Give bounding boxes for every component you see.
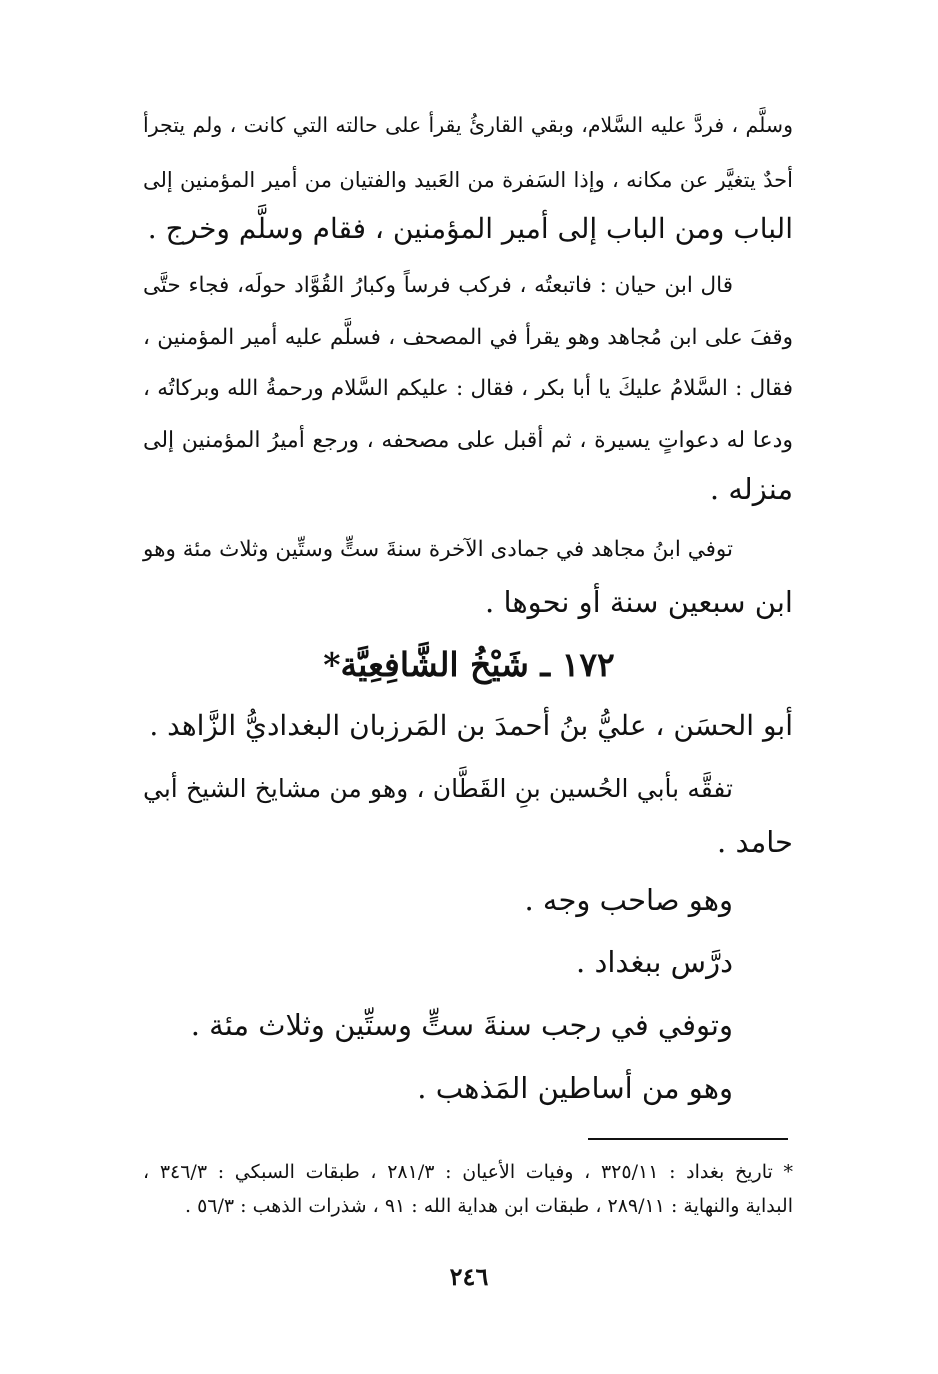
page-number: ٢٤٦ — [449, 1262, 489, 1291]
text-line: وتوفي في رجب سنةَ ستٍّ وستِّين وثلاث مئة . — [190, 1008, 733, 1042]
text-line: أحدٌ يتغيَّر عن مكانه ، وإذا السَفرة من العَبيد والفتيان من أمير المؤمنين إلى — [143, 168, 793, 192]
footnote-line: البداية والنهاية : ٢٨٩/١١ ، طبقات ابن هداية الله : ٩١ ، شذرات الذهب : ٥٦/٣ . — [185, 1195, 793, 1217]
text-line: تفقَّه بأبي الحُسين بنِ القَطَّان ، وهو من مشايخ الشيخ أبي — [143, 774, 733, 803]
footnote-divider — [588, 1138, 788, 1140]
text-line: توفي ابنُ مجاهد في جمادى الآخرة سنةَ ستٍّ وستِّين وثلاث مئة وهو — [143, 537, 733, 562]
footnote-line: * تاريخ بغداد : ٣٢٥/١١ ، وفيات الأعيان : ٢٨١/٣ ، طبقات السبكي : ٣٤٦/٣ ، — [143, 1161, 793, 1183]
text-line: ودعا له دعواتٍ يسيرة ، ثم أقبل على مصحفه ، ورجع أميرُ المؤمنين إلى — [143, 428, 793, 453]
text-line: حامد . — [717, 825, 793, 859]
text-line: وهو من أساطين المَذهب . — [417, 1071, 733, 1105]
text-line: وهو صاحب وجه . — [524, 883, 733, 917]
text-line: وقفَ على ابن مُجاهد وهو يقرأ في المصحف ، فسلَّم عليه أمير المؤمنين ، — [143, 325, 793, 350]
text-line: أبو الحسَن ، عليُّ بنُ أحمدَ بن المَرزبان البغداديُّ الزَّاهد . — [149, 709, 793, 742]
text-line: منزله . — [709, 472, 793, 506]
entry-heading: ١٧٢ ـ شَيْخُ الشَّافِعِيَّة* — [323, 645, 615, 684]
text-line: قال ابن حيان : فاتبعتُه ، فركب فرساً وكبارُ القُوَّاد حولَه، فجاء حتَّى — [143, 273, 733, 298]
text-line: فقال : السَّلامُ عليكَ يا أبا بكر ، فقال : عليكم السَّلام ورحمةُ الله وبركاتُه ، — [143, 376, 793, 401]
text-line: ابن سبعين سنة أو نحوها . — [485, 585, 793, 619]
text-line: درَّس ببغداد . — [576, 945, 733, 979]
text-line: وسلَّم ، فردَّ عليه السَّلام، وبقي القارئُ يقرأ على حالته التي كانت ، ولم يتجرأ — [143, 113, 793, 137]
text-line: الباب ومن الباب إلى أمير المؤمنين ، فقام وسلَّم وخرج . — [147, 212, 793, 245]
